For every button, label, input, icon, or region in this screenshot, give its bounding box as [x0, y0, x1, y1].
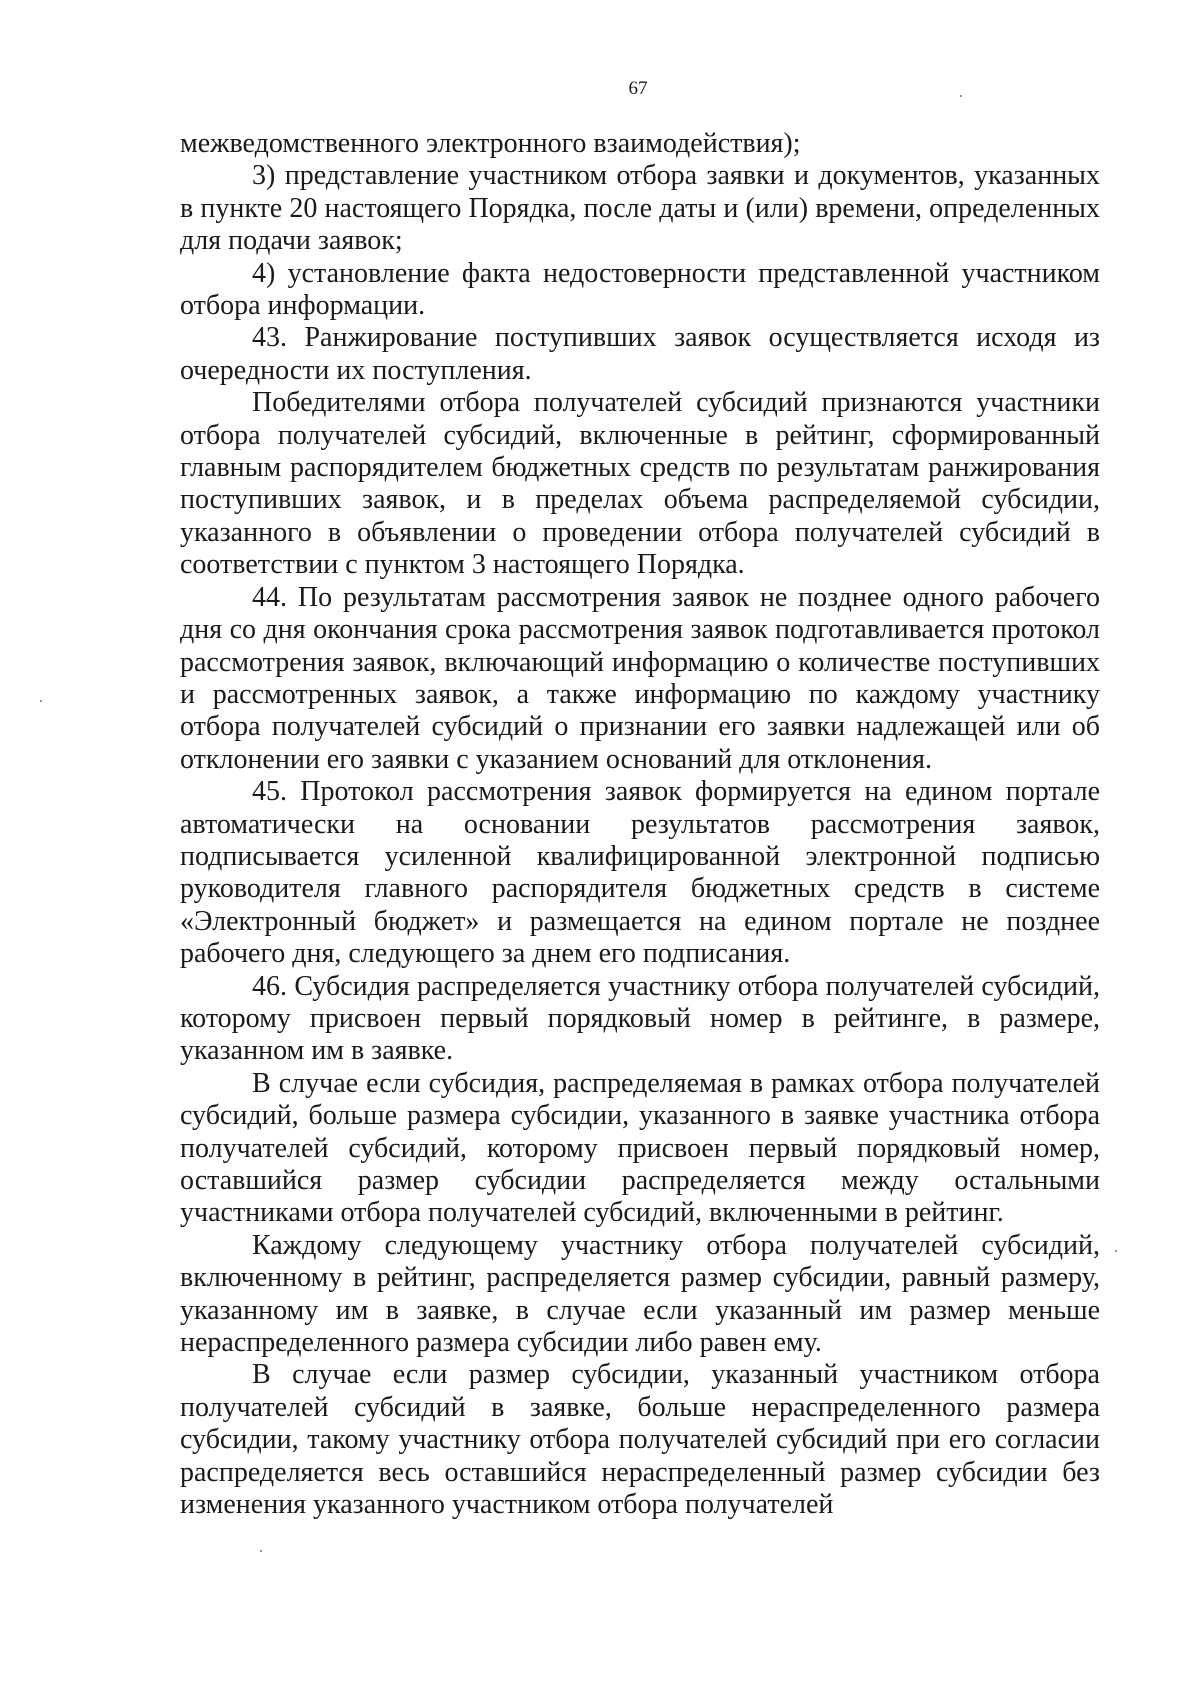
page-number: 67	[628, 78, 648, 99]
scan-speck	[960, 95, 962, 97]
paragraph-each-next-participant: Каждому следующему участнику отбора получателей субсидий, включенному в рейтинг, распределяется размер субсидии, равный размеру, указанному им в заявке, в случае если указанный им размер меньше нераспределенного размера субсидии либо равен ему.	[180, 1229, 1100, 1359]
paragraph-item-4: 4) установление факта недостоверности представленной участником отбора информации.	[180, 257, 1100, 322]
paragraph-item-3: 3) представление участником отбора заявки и документов, указанных в пункте 20 настоящего Порядка, после даты и (или) времени, определенных для подачи заявок;	[180, 160, 1100, 257]
paragraph-winners: Победителями отбора получателей субсидий признаются участники отбора получателей субсидий, включенные в рейтинг, сформированный главным распорядителем бюджетных средств по результатам ранжирования поступивших заявок, и в пределах объема распределяемой субсидии, указанного в объявлении о проведении отбора получателей субсидий в соответствии с пунктом 3 настоящего Порядка.	[180, 387, 1100, 581]
paragraph-section-46: 46. Субсидия распределяется участнику отбора получателей субсидий, которому присвоен первый порядковый номер в рейтинге, в размере, указанном им в заявке.	[180, 970, 1100, 1067]
paragraph-section-43: 43. Ранжирование поступивших заявок осуществляется исходя из очередности их поступления.	[180, 322, 1100, 386]
paragraph-continuation: межведомственного электронного взаимодействия);	[180, 128, 801, 159]
scan-speck	[260, 1550, 262, 1552]
paragraph-larger-request: В случае если размер субсидии, указанный участником отбора получателей субсидий в заявке, больше нераспределенного размера субсидии, такому участнику отбора получателей субсидий при его согласии распределяется весь оставшийся нераспределенный размер субсидии без изменения указанного участником отбора получателей	[180, 1359, 1100, 1521]
scan-speck	[40, 700, 42, 702]
scan-speck	[1115, 1250, 1117, 1252]
paragraph-section-45: 45. Протокол рассмотрения заявок формируется на едином портале автоматически на основании результатов рассмотрения заявок, подписывается усиленной квалифицированной электронной подписью руководителя главного распорядителя бюджетных средств в системе «Электронный бюджет» и размещается на едином портале не позднее рабочего дня, следующего за днем его подписания.	[180, 776, 1100, 970]
document-body	[180, 128, 1100, 1521]
paragraph-remaining-subsidy: В случае если субсидия, распределяемая в рамках отбора получателей субсидий, больше размера субсидии, указанного в заявке участника отбора получателей субсидий, которому присвоен первый порядковый номер, оставшийся размер субсидии распределяется между остальными участниками отбора получателей субсидий, включенными в рейтинг.	[180, 1067, 1100, 1229]
paragraph-section-44: 44. По результатам рассмотрения заявок не позднее одного рабочего дня со дня окончания срока рассмотрения заявок подготавливается протокол рассмотрения заявок, включающий информацию о количестве поступивших и рассмотренных заявок, а также информацию по каждому участнику отбора получателей субсидий о признании его заявки надлежащей или об отклонении его заявки с указанием оснований для отклонения.	[180, 581, 1100, 775]
